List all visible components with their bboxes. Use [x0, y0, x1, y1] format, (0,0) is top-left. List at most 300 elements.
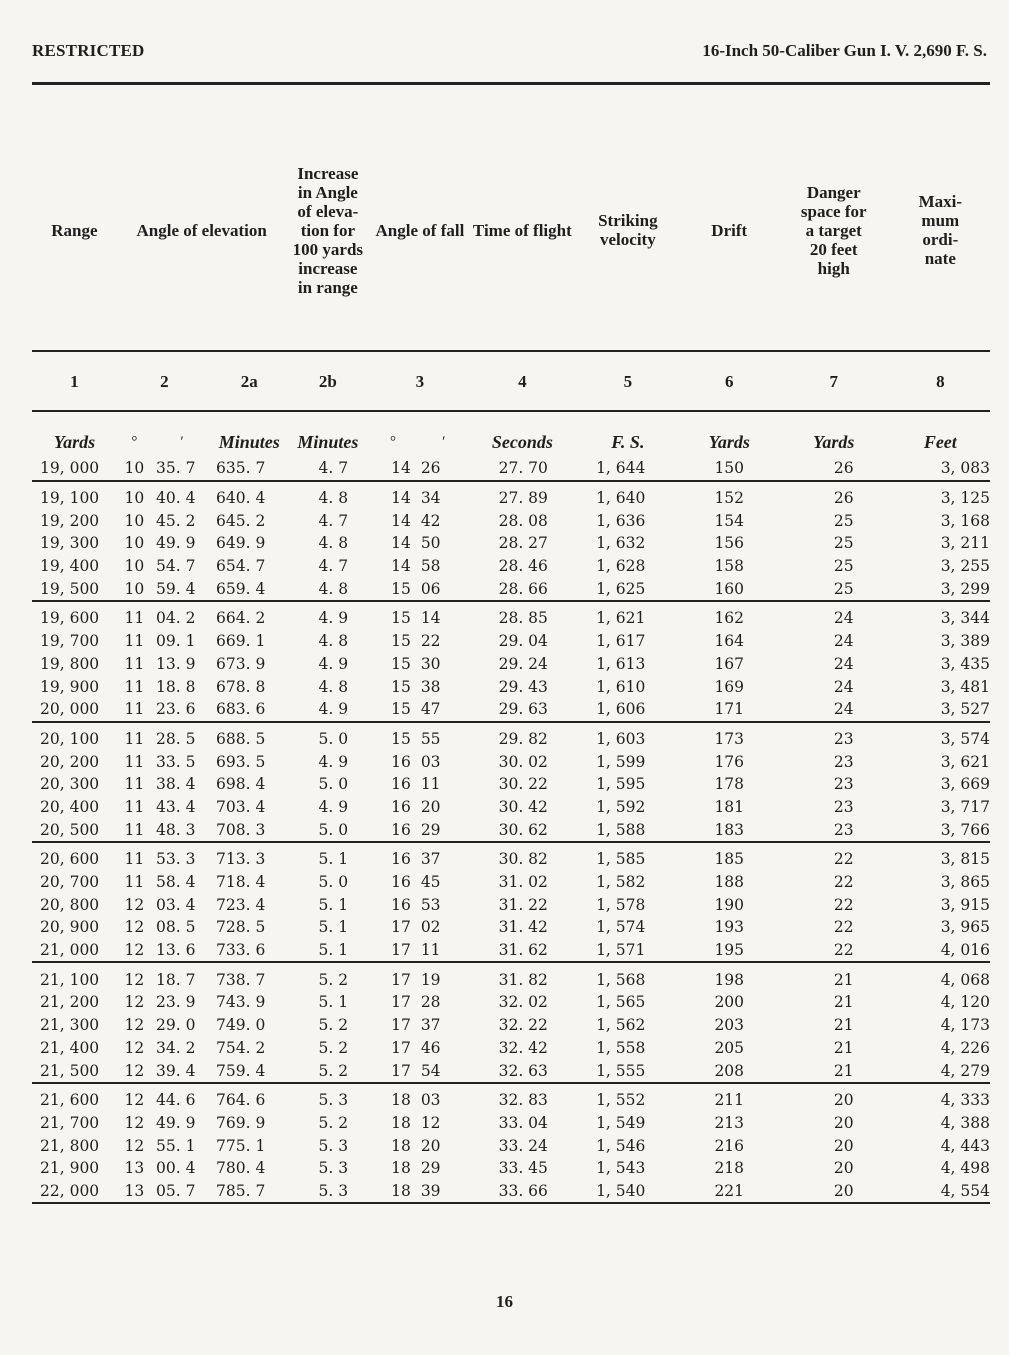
- unit-fall-degrees: °: [390, 434, 397, 450]
- cell-time-of-flight: 28. 85: [498, 609, 548, 628]
- cell-max-ordinate: 4, 554: [940, 1181, 990, 1200]
- cell-fall-degrees: 16: [391, 895, 411, 914]
- cell-elevation-total-minutes: 764. 6: [216, 1091, 266, 1110]
- cell-striking-velocity: 1, 603: [596, 729, 646, 748]
- cell-elevation-degrees: 10: [124, 459, 145, 478]
- unit-minutes-symbol: ′: [180, 434, 184, 450]
- cell-elevation-minutes: 03. 4: [156, 895, 196, 914]
- cell-fall-degrees: 14: [391, 557, 411, 576]
- cell-striking-velocity: 1, 552: [596, 1091, 646, 1110]
- cell-danger-space: 22: [833, 918, 854, 937]
- cell-elevation-total-minutes: 635. 7: [216, 459, 266, 478]
- cell-danger-space: 21: [833, 1038, 854, 1057]
- cell-time-of-flight: 29. 43: [498, 677, 548, 696]
- cell-fall-minutes: 29: [420, 820, 441, 839]
- cell-elevation-increase: 5. 2: [318, 1113, 349, 1132]
- cell-elevation-degrees: 11: [124, 609, 145, 628]
- cell-max-ordinate: 3, 344: [940, 609, 990, 628]
- range-table: [32, 110, 990, 1204]
- cell-elevation-increase: 4. 9: [318, 654, 349, 673]
- cell-striking-velocity: 1, 568: [596, 970, 646, 989]
- cell-drift: 216: [714, 1136, 745, 1155]
- cell-drift: 185: [714, 850, 745, 869]
- cell-elevation-minutes: 18. 7: [156, 970, 196, 989]
- cell-fall-degrees: 15: [391, 677, 411, 696]
- cell-elevation-increase: 5. 0: [318, 820, 349, 839]
- cell-fall-degrees: 17: [391, 970, 411, 989]
- cell-elevation-total-minutes: 659. 4: [216, 579, 266, 598]
- cell-elevation-total-minutes: 673. 9: [216, 654, 266, 673]
- cell-danger-space: 24: [833, 700, 854, 719]
- colnum-danger: 7: [777, 351, 891, 411]
- cell-elevation-degrees: 10: [124, 489, 145, 508]
- cell-elevation-total-minutes: 780. 4: [216, 1159, 266, 1178]
- cell-range: 20, 100: [40, 729, 100, 748]
- cell-fall-degrees: 16: [391, 775, 411, 794]
- cell-elevation-total-minutes: 723. 4: [216, 895, 266, 914]
- cell-max-ordinate: 3, 621: [940, 752, 990, 771]
- cell-elevation-total-minutes: 718. 4: [216, 873, 266, 892]
- cell-max-ordinate: 3, 255: [940, 557, 990, 576]
- cell-max-ordinate: 4, 279: [940, 1061, 990, 1080]
- cell-max-ordinate: 3, 527: [940, 700, 990, 719]
- cell-max-ordinate: 4, 068: [940, 970, 990, 989]
- cell-elevation-total-minutes: 728. 5: [216, 918, 266, 937]
- cell-fall-minutes: 19: [420, 970, 441, 989]
- cell-fall-degrees: 15: [391, 632, 411, 651]
- cell-elevation-degrees: 11: [124, 820, 145, 839]
- cell-danger-space: 20: [833, 1181, 854, 1200]
- cell-fall-minutes: 14: [420, 609, 441, 628]
- table-row: [32, 1134, 990, 1157]
- cell-fall-minutes: 02: [420, 918, 441, 937]
- cell-fall-minutes: 20: [420, 1136, 441, 1155]
- heading-max-ordinate: Maxi- mum ordi- nate: [918, 192, 963, 268]
- cell-time-of-flight: 33. 04: [498, 1113, 548, 1132]
- unit-increase-minutes: Minutes: [297, 432, 359, 452]
- cell-fall-degrees: 17: [391, 993, 411, 1012]
- cell-elevation-minutes: 09. 1: [156, 632, 196, 651]
- cell-fall-minutes: 46: [420, 1038, 441, 1057]
- cell-time-of-flight: 33. 45: [498, 1159, 548, 1178]
- cell-drift: 221: [714, 1181, 745, 1200]
- cell-striking-velocity: 1, 599: [596, 752, 646, 771]
- cell-elevation-increase: 4. 8: [318, 534, 349, 553]
- cell-danger-space: 22: [833, 873, 854, 892]
- cell-fall-degrees: 16: [391, 873, 411, 892]
- cell-range: 19, 300: [40, 534, 100, 553]
- cell-fall-degrees: 16: [391, 752, 411, 771]
- cell-elevation-increase: 5. 1: [318, 850, 349, 869]
- table-row: [32, 722, 990, 751]
- cell-elevation-minutes: 59. 4: [156, 579, 196, 598]
- cell-elevation-total-minutes: 703. 4: [216, 797, 266, 816]
- cell-max-ordinate: 3, 125: [940, 489, 990, 508]
- table-row: [32, 871, 990, 894]
- cell-elevation-degrees: 12: [124, 993, 145, 1012]
- unit-range: Yards: [53, 432, 96, 452]
- table-row: [32, 555, 990, 578]
- cell-danger-space: 21: [833, 993, 854, 1012]
- cell-elevation-total-minutes: 645. 2: [216, 511, 266, 530]
- cell-drift: 160: [714, 579, 745, 598]
- cell-danger-space: 21: [833, 970, 854, 989]
- cell-elevation-minutes: 48. 3: [156, 820, 196, 839]
- cell-range: 21, 200: [40, 993, 100, 1012]
- cell-drift: 188: [714, 873, 745, 892]
- cell-elevation-total-minutes: 708. 3: [216, 820, 266, 839]
- heading-time-of-flight: Time of flight: [472, 220, 572, 240]
- cell-elevation-minutes: 58. 4: [156, 873, 196, 892]
- cell-fall-degrees: 17: [391, 1061, 411, 1080]
- cell-striking-velocity: 1, 606: [596, 700, 646, 719]
- cell-fall-minutes: 54: [420, 1061, 441, 1080]
- table-row: [32, 653, 990, 676]
- cell-drift: 183: [714, 820, 745, 839]
- cell-fall-minutes: 53: [420, 895, 441, 914]
- cell-danger-space: 20: [833, 1091, 854, 1110]
- cell-danger-space: 23: [833, 752, 854, 771]
- cell-danger-space: 22: [833, 941, 854, 960]
- cell-max-ordinate: 4, 498: [940, 1159, 990, 1178]
- cell-elevation-increase: 4. 8: [318, 579, 349, 598]
- unit-danger-yards: Yards: [813, 432, 855, 452]
- table-row: [32, 452, 990, 481]
- cell-max-ordinate: 3, 717: [940, 797, 990, 816]
- cell-time-of-flight: 29. 63: [498, 700, 548, 719]
- cell-drift: 213: [714, 1113, 745, 1132]
- heading-range: Range: [51, 220, 98, 240]
- cell-striking-velocity: 1, 574: [596, 918, 646, 937]
- row-group: [32, 1083, 990, 1203]
- cell-danger-space: 24: [833, 632, 854, 651]
- cell-fall-degrees: 16: [391, 820, 411, 839]
- cell-elevation-total-minutes: 769. 9: [216, 1113, 266, 1132]
- colnum-tof: 4: [471, 351, 574, 411]
- cell-fall-minutes: 11: [420, 775, 441, 794]
- cell-danger-space: 20: [833, 1113, 854, 1132]
- cell-range: 21, 800: [40, 1136, 100, 1155]
- cell-fall-degrees: 15: [391, 609, 411, 628]
- cell-elevation-increase: 5. 3: [318, 1136, 349, 1155]
- cell-time-of-flight: 30. 82: [498, 850, 548, 869]
- cell-elevation-total-minutes: 743. 9: [216, 993, 266, 1012]
- cell-time-of-flight: 28. 08: [498, 511, 548, 530]
- cell-drift: 164: [714, 632, 745, 651]
- cell-range: 21, 500: [40, 1061, 100, 1080]
- cell-striking-velocity: 1, 610: [596, 677, 646, 696]
- cell-elevation-degrees: 11: [124, 775, 145, 794]
- cell-max-ordinate: 3, 389: [940, 632, 990, 651]
- cell-danger-space: 23: [833, 797, 854, 816]
- cell-fall-degrees: 15: [391, 729, 411, 748]
- cell-time-of-flight: 32. 63: [498, 1061, 548, 1080]
- cell-time-of-flight: 32. 02: [498, 993, 548, 1012]
- cell-danger-space: 20: [833, 1136, 854, 1155]
- cell-range: 20, 600: [40, 850, 100, 869]
- cell-fall-minutes: 26: [420, 459, 441, 478]
- cell-elevation-minutes: 13. 6: [156, 941, 196, 960]
- unit-degrees: °: [131, 434, 138, 450]
- cell-fall-degrees: 18: [391, 1113, 411, 1132]
- cell-danger-space: 22: [833, 850, 854, 869]
- cell-elevation-increase: 5. 0: [318, 775, 349, 794]
- table-row: [32, 750, 990, 773]
- cell-elevation-degrees: 12: [124, 1061, 145, 1080]
- cell-striking-velocity: 1, 540: [596, 1181, 646, 1200]
- table-row: [32, 481, 990, 510]
- heading-striking-velocity: Striking velocity: [598, 211, 658, 249]
- cell-time-of-flight: 27. 70: [498, 459, 548, 478]
- cell-fall-degrees: 14: [391, 489, 411, 508]
- cell-fall-minutes: 29: [420, 1159, 441, 1178]
- cell-danger-space: 21: [833, 1061, 854, 1080]
- cell-elevation-minutes: 23. 6: [156, 700, 196, 719]
- cell-fall-minutes: 34: [420, 489, 441, 508]
- cell-elevation-degrees: 11: [124, 873, 145, 892]
- row-group: [32, 962, 990, 1082]
- cell-max-ordinate: 3, 965: [940, 918, 990, 937]
- cell-elevation-degrees: 11: [124, 797, 145, 816]
- cell-time-of-flight: 30. 42: [498, 797, 548, 816]
- cell-time-of-flight: 31. 82: [498, 970, 548, 989]
- cell-striking-velocity: 1, 621: [596, 609, 646, 628]
- cell-fall-minutes: 12: [420, 1113, 441, 1132]
- cell-elevation-minutes: 04. 2: [156, 609, 196, 628]
- cell-fall-minutes: 22: [420, 632, 441, 651]
- row-group: [32, 601, 990, 721]
- cell-max-ordinate: 4, 226: [940, 1038, 990, 1057]
- cell-time-of-flight: 30. 02: [498, 752, 548, 771]
- cell-elevation-degrees: 10: [124, 511, 145, 530]
- cell-time-of-flight: 30. 22: [498, 775, 548, 794]
- header-rule: [32, 82, 990, 85]
- cell-time-of-flight: 30. 62: [498, 820, 548, 839]
- cell-striking-velocity: 1, 543: [596, 1159, 646, 1178]
- cell-max-ordinate: 3, 435: [940, 654, 990, 673]
- cell-danger-space: 26: [833, 489, 854, 508]
- cell-range: 21, 400: [40, 1038, 100, 1057]
- cell-time-of-flight: 31. 42: [498, 918, 548, 937]
- cell-max-ordinate: 3, 083: [940, 459, 990, 478]
- unit-elev-minutes: Minutes: [218, 432, 280, 452]
- colnum-elev-min: 2a: [212, 351, 286, 411]
- cell-max-ordinate: 3, 211: [940, 534, 990, 553]
- cell-fall-degrees: 18: [391, 1091, 411, 1110]
- cell-drift: 171: [714, 700, 745, 719]
- cell-fall-degrees: 17: [391, 918, 411, 937]
- cell-elevation-increase: 5. 2: [318, 970, 349, 989]
- cell-elevation-increase: 4. 9: [318, 609, 349, 628]
- cell-elevation-degrees: 12: [124, 1091, 145, 1110]
- cell-striking-velocity: 1, 613: [596, 654, 646, 673]
- cell-drift: 195: [714, 941, 745, 960]
- cell-elevation-total-minutes: 749. 0: [216, 1016, 266, 1035]
- cell-drift: 211: [714, 1091, 745, 1110]
- cell-fall-minutes: 06: [420, 579, 441, 598]
- cell-range: 21, 900: [40, 1159, 100, 1178]
- cell-striking-velocity: 1, 588: [596, 820, 646, 839]
- table-row: [32, 675, 990, 698]
- cell-danger-space: 23: [833, 820, 854, 839]
- cell-range: 19, 100: [40, 489, 100, 508]
- cell-drift: 169: [714, 677, 745, 696]
- table-row: [32, 773, 990, 796]
- cell-elevation-minutes: 18. 8: [156, 677, 196, 696]
- table-row: [32, 842, 990, 871]
- cell-elevation-degrees: 12: [124, 941, 145, 960]
- cell-elevation-degrees: 12: [124, 1038, 145, 1057]
- cell-elevation-minutes: 40. 4: [156, 489, 196, 508]
- cell-fall-degrees: 18: [391, 1159, 411, 1178]
- cell-fall-minutes: 20: [420, 797, 441, 816]
- cell-range: 19, 400: [40, 557, 100, 576]
- cell-elevation-minutes: 43. 4: [156, 797, 196, 816]
- cell-fall-minutes: 50: [420, 534, 441, 553]
- cell-elevation-minutes: 49. 9: [156, 1113, 196, 1132]
- cell-time-of-flight: 29. 24: [498, 654, 548, 673]
- cell-elevation-degrees: 12: [124, 918, 145, 937]
- cell-elevation-degrees: 10: [124, 557, 145, 576]
- cell-striking-velocity: 1, 636: [596, 511, 646, 530]
- table-row: [32, 1014, 990, 1037]
- cell-elevation-increase: 4. 8: [318, 632, 349, 651]
- cell-danger-space: 20: [833, 1159, 854, 1178]
- cell-elevation-minutes: 53. 3: [156, 850, 196, 869]
- cell-elevation-increase: 5. 3: [318, 1091, 349, 1110]
- cell-elevation-increase: 4. 9: [318, 700, 349, 719]
- cell-fall-degrees: 16: [391, 797, 411, 816]
- cell-time-of-flight: 28. 66: [498, 579, 548, 598]
- colnum-sv: 5: [574, 351, 682, 411]
- cell-range: 19, 000: [40, 459, 100, 478]
- cell-elevation-increase: 5. 3: [318, 1181, 349, 1200]
- colnum-increase: 2b: [286, 351, 369, 411]
- table-row: [32, 1083, 990, 1112]
- cell-elevation-minutes: 00. 4: [156, 1159, 196, 1178]
- cell-elevation-total-minutes: 669. 1: [216, 632, 266, 651]
- cell-elevation-total-minutes: 688. 5: [216, 729, 266, 748]
- cell-drift: 154: [714, 511, 745, 530]
- cell-elevation-total-minutes: 654. 7: [216, 557, 266, 576]
- cell-fall-minutes: 38: [420, 677, 441, 696]
- cell-drift: 218: [714, 1159, 745, 1178]
- cell-time-of-flight: 33. 66: [498, 1181, 548, 1200]
- cell-time-of-flight: 31. 22: [498, 895, 548, 914]
- cell-max-ordinate: 3, 766: [940, 820, 990, 839]
- cell-elevation-increase: 4. 7: [318, 459, 349, 478]
- cell-elevation-total-minutes: 759. 4: [216, 1061, 266, 1080]
- cell-time-of-flight: 32. 42: [498, 1038, 548, 1057]
- cell-drift: 156: [714, 534, 745, 553]
- cell-striking-velocity: 1, 585: [596, 850, 646, 869]
- cell-elevation-total-minutes: 683. 6: [216, 700, 266, 719]
- table-row: [32, 630, 990, 653]
- cell-elevation-degrees: 12: [124, 1113, 145, 1132]
- cell-striking-velocity: 1, 617: [596, 632, 646, 651]
- heading-danger-space: Danger space for a target 20 feet high: [800, 182, 867, 278]
- cell-elevation-minutes: 45. 2: [156, 511, 196, 530]
- cell-elevation-total-minutes: 785. 7: [216, 1181, 266, 1200]
- table-row: [32, 818, 990, 842]
- cell-elevation-total-minutes: 678. 8: [216, 677, 266, 696]
- cell-danger-space: 22: [833, 895, 854, 914]
- cell-elevation-total-minutes: 640. 4: [216, 489, 266, 508]
- cell-max-ordinate: 3, 299: [940, 579, 990, 598]
- cell-elevation-increase: 5. 1: [318, 895, 349, 914]
- cell-range: 19, 800: [40, 654, 100, 673]
- cell-elevation-minutes: 38. 4: [156, 775, 196, 794]
- cell-elevation-increase: 4. 7: [318, 511, 349, 530]
- cell-drift: 150: [714, 459, 745, 478]
- heading-elevation: Angle of elevation: [136, 220, 267, 240]
- cell-max-ordinate: 4, 388: [940, 1113, 990, 1132]
- cell-elevation-total-minutes: 698. 4: [216, 775, 266, 794]
- cell-striking-velocity: 1, 565: [596, 993, 646, 1012]
- cell-fall-minutes: 03: [420, 1091, 441, 1110]
- cell-striking-velocity: 1, 644: [596, 459, 646, 478]
- cell-elevation-increase: 4. 9: [318, 797, 349, 816]
- cell-range: 20, 300: [40, 775, 100, 794]
- cell-drift: 208: [714, 1061, 745, 1080]
- cell-danger-space: 25: [833, 511, 854, 530]
- cell-drift: 190: [714, 895, 745, 914]
- cell-elevation-minutes: 34. 2: [156, 1038, 196, 1057]
- cell-range: 21, 100: [40, 970, 100, 989]
- unit-seconds: Seconds: [491, 432, 553, 452]
- cell-elevation-minutes: 29. 0: [156, 1016, 196, 1035]
- table-row: [32, 962, 990, 991]
- unit-feet: Feet: [923, 432, 957, 452]
- colnum-range: 1: [32, 351, 117, 411]
- cell-fall-degrees: 18: [391, 1136, 411, 1155]
- cell-striking-velocity: 1, 592: [596, 797, 646, 816]
- cell-elevation-increase: 5. 3: [318, 1159, 349, 1178]
- row-group: [32, 842, 990, 962]
- cell-max-ordinate: 4, 173: [940, 1016, 990, 1035]
- cell-elevation-degrees: 11: [124, 677, 145, 696]
- cell-range: 19, 600: [40, 609, 100, 628]
- cell-fall-minutes: 39: [420, 1181, 441, 1200]
- cell-fall-degrees: 17: [391, 1016, 411, 1035]
- cell-elevation-degrees: 10: [124, 579, 145, 598]
- cell-elevation-total-minutes: 649. 9: [216, 534, 266, 553]
- cell-drift: 178: [714, 775, 745, 794]
- cell-elevation-minutes: 08. 5: [156, 918, 196, 937]
- cell-range: 20, 500: [40, 820, 100, 839]
- cell-drift: 152: [714, 489, 745, 508]
- cell-fall-degrees: 15: [391, 700, 411, 719]
- cell-range: 22, 000: [40, 1181, 100, 1200]
- cell-elevation-increase: 5. 2: [318, 1038, 349, 1057]
- cell-elevation-total-minutes: 664. 2: [216, 609, 266, 628]
- cell-drift: 205: [714, 1038, 745, 1057]
- cell-fall-minutes: 03: [420, 752, 441, 771]
- cell-max-ordinate: 3, 574: [940, 729, 990, 748]
- cell-drift: 193: [714, 918, 745, 937]
- cell-danger-space: 23: [833, 729, 854, 748]
- cell-elevation-increase: 4. 8: [318, 677, 349, 696]
- cell-elevation-degrees: 12: [124, 1016, 145, 1035]
- cell-max-ordinate: 3, 815: [940, 850, 990, 869]
- table-row: [32, 991, 990, 1014]
- cell-time-of-flight: 32. 22: [498, 1016, 548, 1035]
- cell-time-of-flight: 31. 62: [498, 941, 548, 960]
- cell-fall-degrees: 17: [391, 1038, 411, 1057]
- table-row: [32, 577, 990, 601]
- table-row: [32, 916, 990, 939]
- cell-drift: 162: [714, 609, 745, 628]
